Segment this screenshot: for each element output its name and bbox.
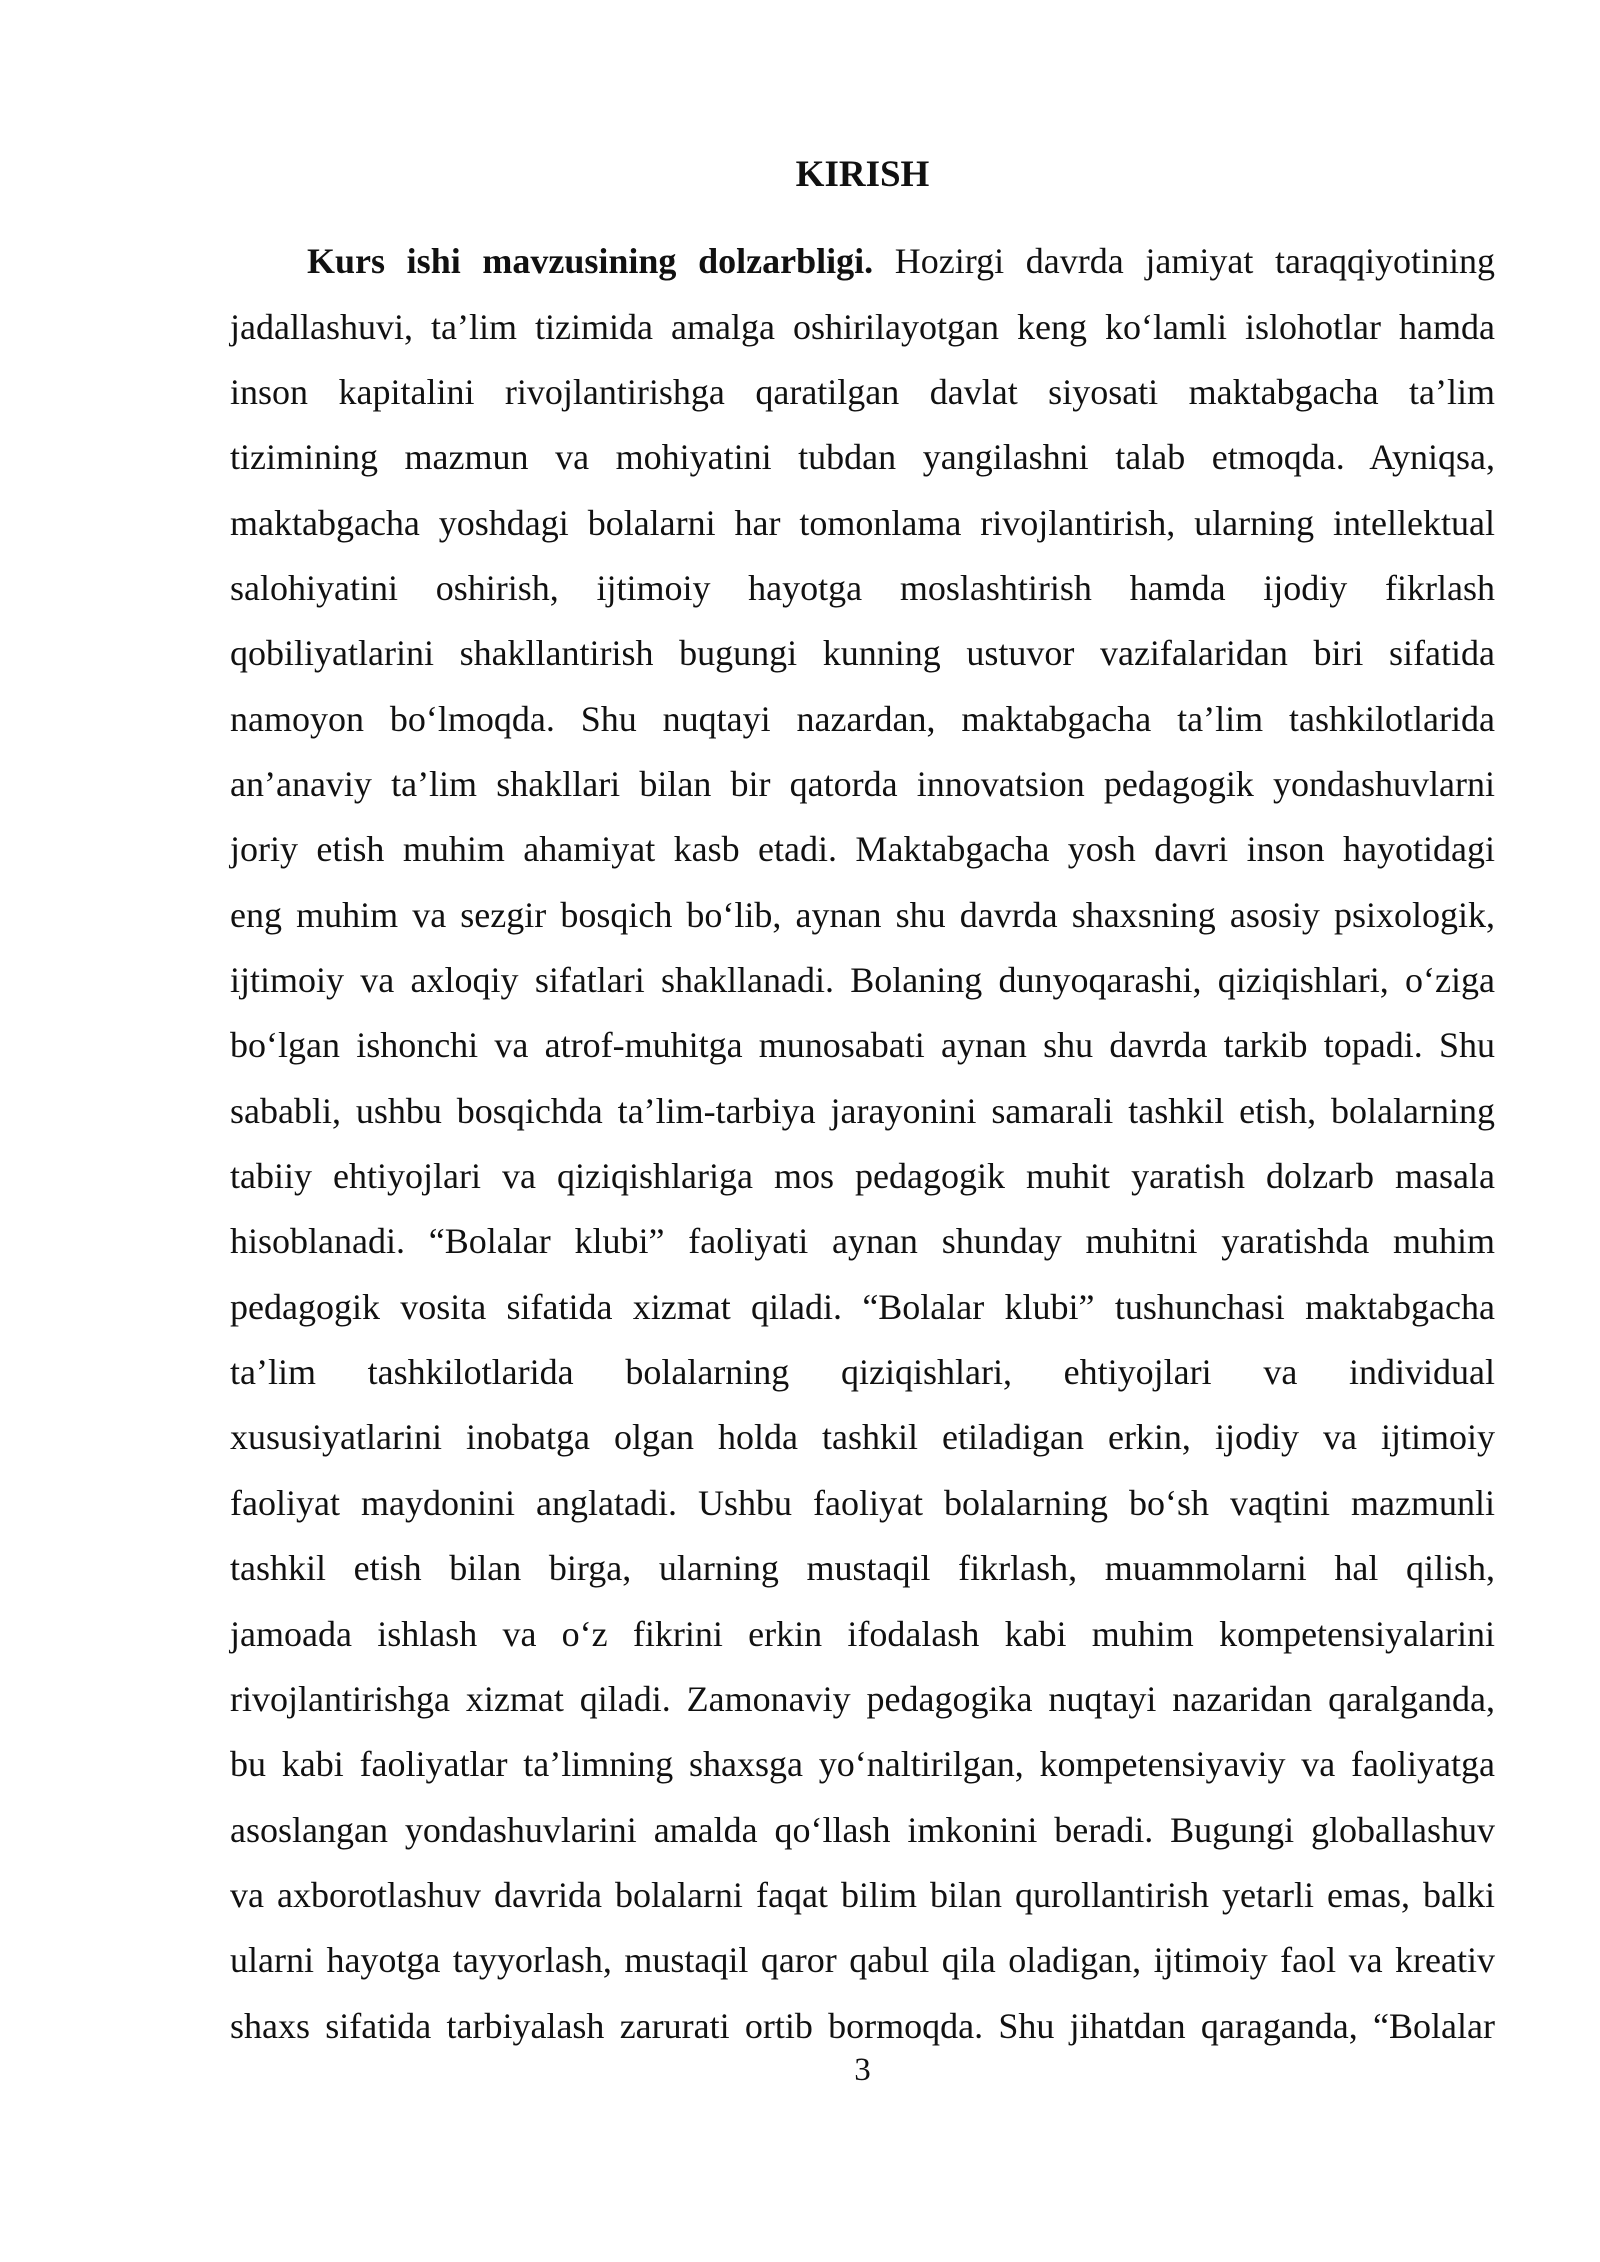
paragraph — [230, 229, 1495, 2059]
text-line: xususiyatlarini inobatga olgan holda tashkil etiladigan erkin, ijodiy va ijtimoiy — [230, 1417, 1495, 1458]
text-line: hisoblanadi. “Bolalar klubi” faoliyati aynan shunday muhitni yaratishda muhim — [230, 1221, 1495, 1262]
text-line: namoyon bo‘lmoqda. Shu nuqtayi nazardan, maktabgacha ta’lim tashkilotlarida — [230, 698, 1495, 739]
text-line: va axborotlashuv davrida bolalarni faqat bilim bilan qurollantirish yetarli emas, balki — [230, 1874, 1495, 1915]
lead-heading: Kurs ishi mavzusining dolzarbligi. — [307, 241, 874, 282]
text-line: qobiliyatlarini shakllantirish bugungi kunning ustuvor vazifalaridan biri sifatida — [230, 633, 1495, 674]
text-line: shaxs sifatida tarbiyalash zarurati ortib bormoqda. Shu jihatdan qaraganda, “Bolalar — [230, 2005, 1495, 2046]
text-line: ularni hayotga tayyorlash, mustaqil qaror qabul qila oladigan, ijtimoiy faol va kreativ — [230, 1940, 1495, 1981]
text-line: bu kabi faoliyatlar ta’limning shaxsga yo‘naltirilgan, kompetensiyaviy va faoliyatga — [230, 1744, 1495, 1785]
text-line: jamoada ishlash va o‘z fikrini erkin ifodalash kabi muhim kompetensiyalarini — [230, 1613, 1495, 1654]
text-line: faoliyat maydonini anglatadi. Ushbu faoliyat bolalarning bo‘sh vaqtini mazmunli — [230, 1482, 1495, 1523]
page-number: 3 — [854, 2052, 871, 2088]
text-line: asoslangan yondashuvlarini amalda qo‘llash imkonini beradi. Bugungi globallashuv — [230, 1809, 1495, 1850]
text-line: tabiiy ehtiyojlari va qiziqishlariga mos pedagogik muhit yaratish dolzarb masala — [230, 1156, 1495, 1197]
text-line: joriy etish muhim ahamiyat kasb etadi. Maktabgacha yosh davri inson hayotidagi — [230, 829, 1495, 870]
text-line: jadallashuvi, ta’lim tizimida amalga oshirilayotgan keng ko‘lamli islohotlar hamda — [230, 306, 1495, 347]
text-line: inson kapitalini rivojlantirishga qaratilgan davlat siyosati maktabgacha ta’lim — [230, 371, 1495, 412]
text-line: tizimining mazmun va mohiyatini tubdan yangilashni talab etmoqda. Ayniqsa, — [230, 437, 1495, 478]
text-line: tashkil etish bilan birga, ularning mustaqil fikrlash, muammolarni hal qilish, — [230, 1548, 1495, 1589]
text-line: eng muhim va sezgir bosqich bo‘lib, aynan shu davrda shaxsning asosiy psixologik, — [230, 894, 1495, 935]
text-line: salohiyatini oshirish, ijtimoiy hayotga moslashtirish hamda ijodiy fikrlash — [230, 568, 1495, 609]
text-line: an’anaviy ta’lim shakllari bilan bir qatorda innovatsion pedagogik yondashuvlarni — [230, 764, 1495, 805]
section-title: KIRISH — [795, 154, 930, 195]
text-line: bo‘lgan ishonchi va atrof-muhitga munosabati aynan shu davrda tarkib topadi. Shu — [230, 1025, 1495, 1066]
text-line: rivojlantirishga xizmat qiladi. Zamonaviy pedagogika nuqtayi nazaridan qaralganda, — [230, 1678, 1495, 1719]
text-line-part: Hozirgi davrda jamiyat taraqqiyotining — [894, 241, 1495, 282]
text-line: sababli, ushbu bosqichda ta’lim-tarbiya jarayonini samarali tashkil etish, bolalarning — [230, 1090, 1495, 1131]
text-line: pedagogik vosita sifatida xizmat qiladi. “Bolalar klubi” tushunchasi maktabgacha — [230, 1286, 1495, 1327]
text-line: ta’lim tashkilotlarida bolalarning qiziqishlari, ehtiyojlari va individual — [230, 1352, 1495, 1393]
text-line: maktabgacha yoshdagi bolalarni har tomonlama rivojlantirish, ularning intellektual — [230, 502, 1495, 543]
paragraph-first-line — [230, 229, 1495, 294]
text-line: ijtimoiy va axloqiy sifatlari shakllanadi. Bolaning dunyoqarashi, qiziqishlari, o‘ziga — [230, 960, 1495, 1001]
